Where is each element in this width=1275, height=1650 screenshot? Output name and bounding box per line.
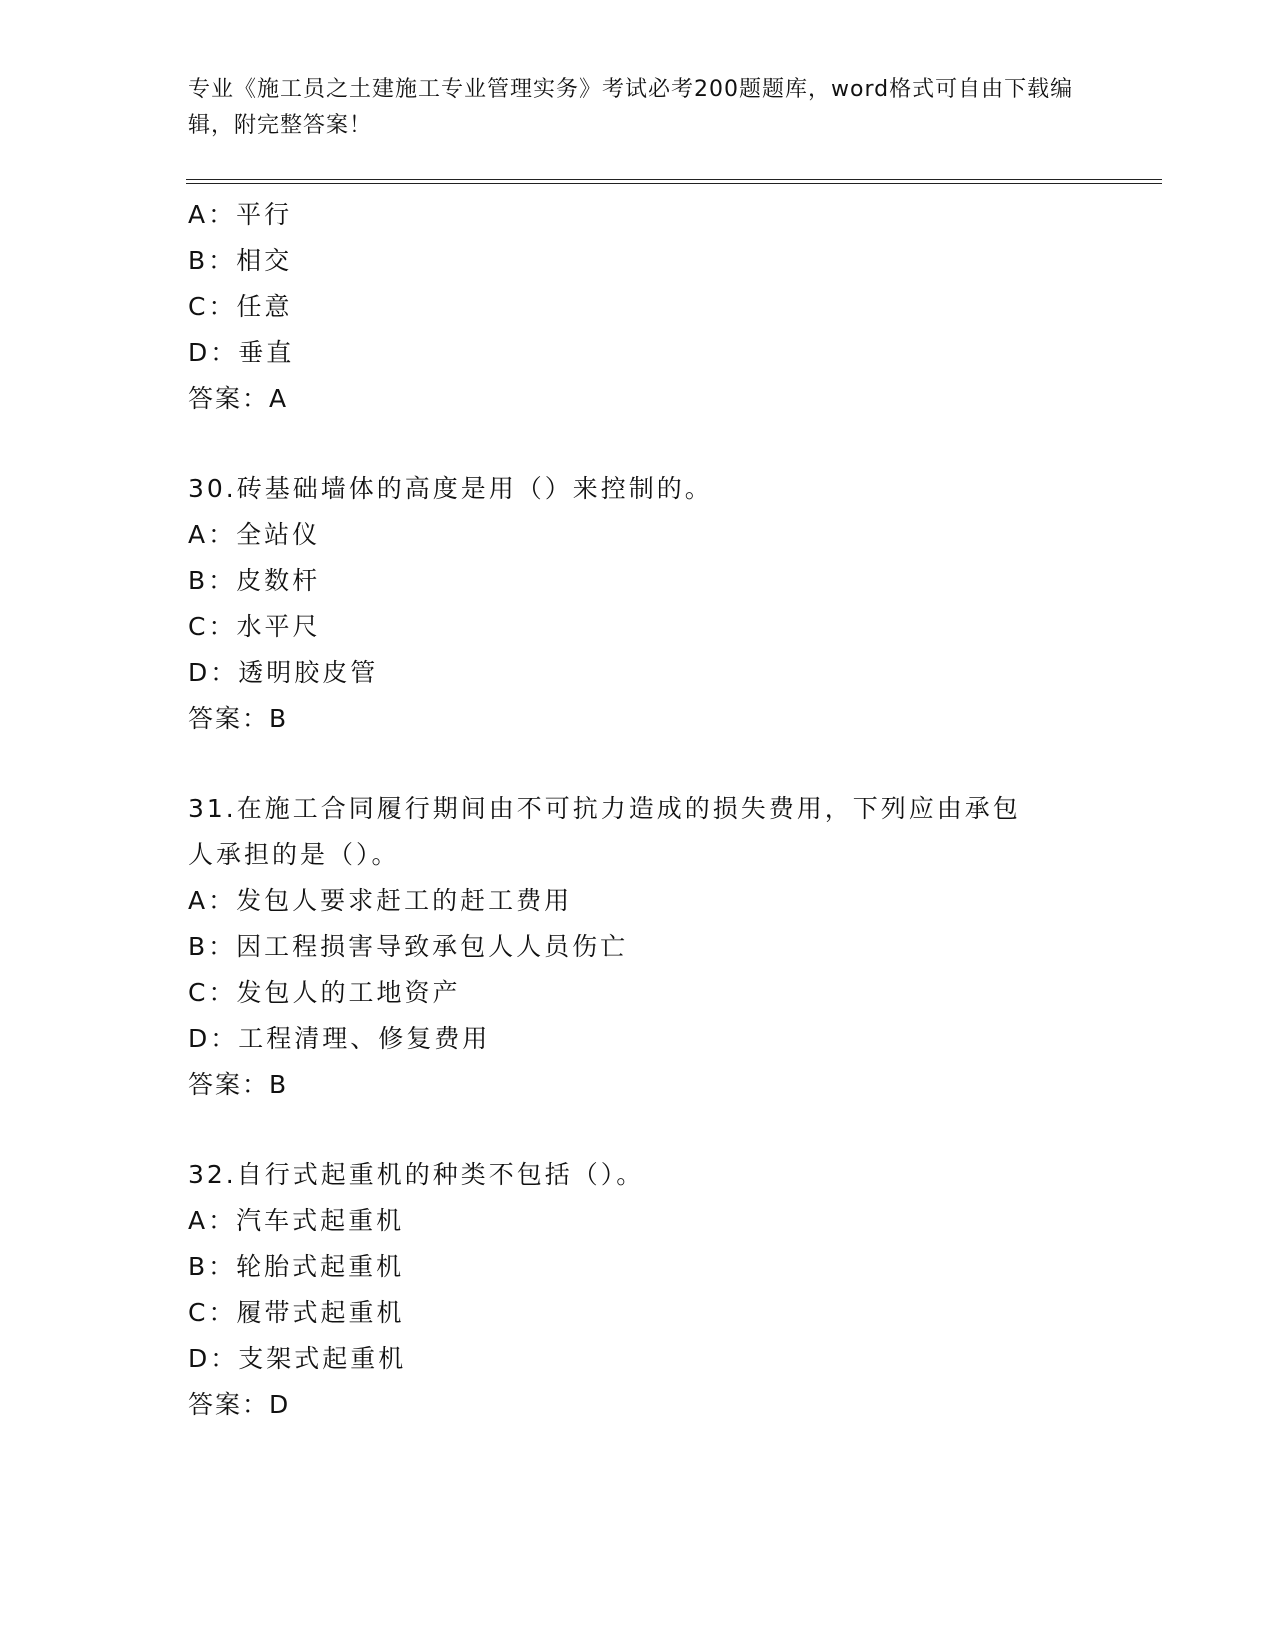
- option-a: A：发包人要求赶工的赶工费用: [188, 886, 573, 915]
- option-b: B：皮数杆: [188, 566, 321, 595]
- option-b: B：因工程损害导致承包人人员伤亡: [188, 932, 629, 961]
- question-text: 31.在施工合同履行期间由不可抗力造成的损失费用，下列应由承包人承担的是（）。: [188, 794, 1021, 869]
- option-c: C：水平尺: [188, 612, 321, 641]
- question-list: [188, 192, 1088, 1428]
- option-d: D：透明胶皮管: [188, 658, 379, 687]
- answer: 答案：D: [188, 1390, 291, 1419]
- question-block: [188, 1152, 1088, 1428]
- option-c: C：履带式起重机: [188, 1298, 405, 1327]
- option-d: D：垂直: [188, 338, 295, 367]
- option-a: A：全站仪: [188, 520, 321, 549]
- question-block: [188, 192, 1088, 422]
- question-block: [188, 466, 1088, 742]
- option-b: B：相交: [188, 246, 293, 275]
- option-a: A：汽车式起重机: [188, 1206, 405, 1235]
- option-d: D：支架式起重机: [188, 1344, 407, 1373]
- question-text: 30.砖基础墙体的高度是用（）来控制的。: [188, 474, 713, 503]
- header-rule-top: [186, 179, 1162, 180]
- question-text: 32.自行式起重机的种类不包括（）。: [188, 1160, 645, 1189]
- page-header: [188, 72, 1088, 144]
- document-title: 专业《施工员之土建施工专业管理实务》考试必考200题题库，word格式可自由下载编辑，附完整答案！: [188, 77, 1074, 138]
- question-block: [188, 786, 1088, 1108]
- header-rule-bottom: [186, 183, 1162, 184]
- option-b: B：轮胎式起重机: [188, 1252, 405, 1281]
- option-c: C：发包人的工地资产: [188, 978, 461, 1007]
- answer: 答案：A: [188, 384, 289, 413]
- option-c: C：任意: [188, 292, 293, 321]
- option-d: D：工程清理、修复费用: [188, 1024, 491, 1053]
- answer: 答案：B: [188, 704, 289, 733]
- option-a: A：平行: [188, 200, 293, 229]
- answer: 答案：B: [188, 1070, 289, 1099]
